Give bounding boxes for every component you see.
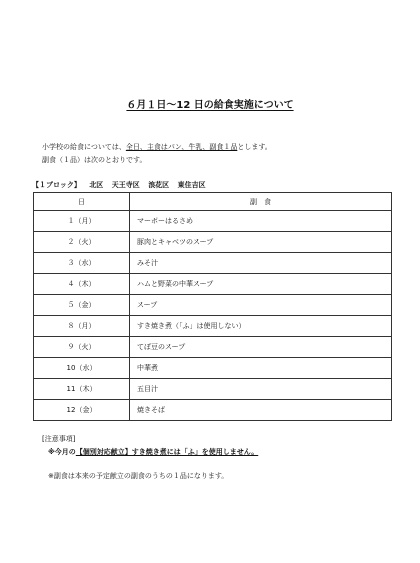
table-row — [34, 211, 392, 232]
row-date: 10（水） — [34, 358, 130, 379]
table-row — [34, 253, 392, 274]
row-dish: ハムと野菜の中華スープ — [130, 274, 392, 295]
table-header-row — [34, 193, 392, 211]
row-dish: みそ汁 — [130, 253, 392, 274]
row-dish: マーボーはるさめ — [130, 211, 392, 232]
table-row — [34, 337, 392, 358]
row-dish: スープ — [130, 295, 392, 316]
row-date: ４（木） — [34, 274, 130, 295]
row-dish: 焼きそば — [130, 400, 392, 421]
block-label: 【１ブロック】 — [32, 181, 81, 189]
block-ward: 北区 — [89, 181, 104, 189]
notes-section — [42, 433, 258, 483]
row-date: 11（木） — [34, 379, 130, 400]
table-row — [34, 400, 392, 421]
table-row — [34, 232, 392, 253]
notes-heading: [注意事項] — [42, 435, 76, 443]
row-dish: 中華煮 — [130, 358, 392, 379]
row-date: ５（金） — [34, 295, 130, 316]
note-allergy-emphasis: 【個別対応献立】すき焼き煮には「ふ」を使用しません。 — [75, 448, 259, 456]
table-row — [34, 295, 392, 316]
table-row — [34, 316, 392, 337]
row-date: ３（水） — [34, 253, 130, 274]
header-dish: 副 食 — [130, 193, 392, 211]
row-date: １（月） — [34, 211, 130, 232]
row-date: ２（火） — [34, 232, 130, 253]
intro-line-2: 副食（１品）は次のとおりです。 — [42, 156, 147, 164]
note-allergy — [42, 446, 258, 459]
row-dish: てぼ豆のスープ — [130, 337, 392, 358]
block-ward: 天王寺区 — [111, 181, 140, 189]
intro-line-1-pre: 小学校の給食については、 — [42, 143, 126, 151]
header-date: 日 — [34, 193, 130, 211]
intro-paragraph — [42, 141, 272, 167]
note-side-dish: ※副食は本来の予定献立の副食のうちの１品になります。 — [48, 472, 229, 480]
menu-table — [33, 192, 392, 421]
row-date: ９（火） — [34, 337, 130, 358]
block-heading — [32, 180, 212, 190]
row-dish: 豚肉とキャベツのスープ — [130, 232, 392, 253]
intro-line-1-post: とします。 — [237, 143, 272, 151]
row-date: 12（金） — [34, 400, 130, 421]
note-allergy-pre: ※今月の — [48, 448, 76, 456]
row-dish: すき焼き煮（「ふ」は使用しない） — [130, 316, 392, 337]
row-date: ８（月） — [34, 316, 130, 337]
table-row — [34, 379, 392, 400]
intro-line-1 — [42, 141, 272, 154]
block-ward: 浪花区 — [148, 181, 170, 189]
table-row — [34, 274, 392, 295]
row-dish: 五目汁 — [130, 379, 392, 400]
intro-line-1-emphasis: 全日、主食はパン、牛乳、副食１品 — [125, 143, 238, 151]
table-row — [34, 358, 392, 379]
page-title-text: ６月１日～12 日の給食実施について — [126, 100, 294, 111]
block-ward: 東住吉区 — [177, 181, 206, 189]
page-title — [0, 96, 420, 111]
